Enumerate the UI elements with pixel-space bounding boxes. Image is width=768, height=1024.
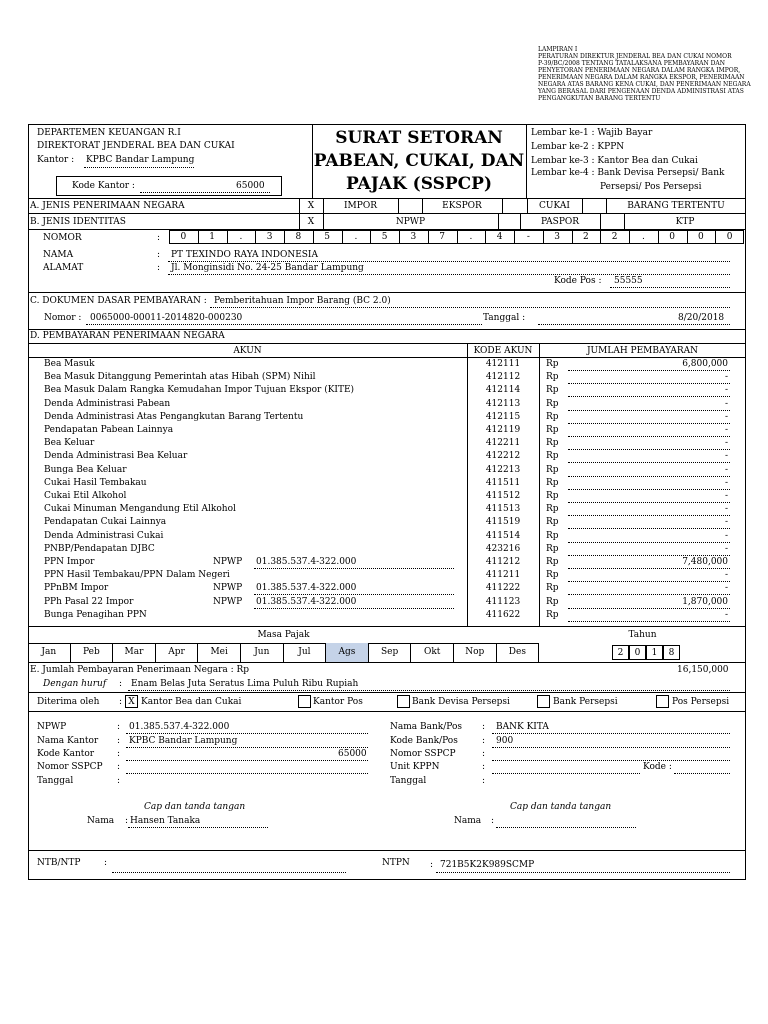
month-jun[interactable]: Jun xyxy=(241,643,284,662)
huruf-value: Enam Belas Juta Seratus Lima Puluh Ribu Rupiah xyxy=(131,679,359,689)
nomor-digit: 3 xyxy=(266,232,273,242)
receiver-kantor-pos: Kantor Pos xyxy=(313,697,363,707)
nomor-digit: 0 xyxy=(180,232,187,242)
section-e-label: E. Jumlah Pembayaran Penerimaan Negara : Rp xyxy=(30,665,250,675)
rp-label: Rp xyxy=(546,425,559,435)
dok-nomor-value: 0065000-00011-2014820-000230 xyxy=(90,313,243,323)
kode-akun: 412115 xyxy=(485,411,521,422)
kode-akun: 411222 xyxy=(485,583,521,594)
rp-label: Rp xyxy=(546,385,559,396)
kode-akun: 411513 xyxy=(485,504,521,515)
jumlah-value: - xyxy=(724,583,728,594)
kode-akun: 411212 xyxy=(485,557,521,567)
nomor-digit: - xyxy=(526,232,530,242)
jumlah-value: - xyxy=(724,464,728,475)
rb-kode-bank-value: 900 xyxy=(496,736,514,746)
kode-akun: 412119 xyxy=(485,425,521,435)
tahun-digit: 0 xyxy=(629,645,646,660)
month-nop[interactable]: Nop xyxy=(454,643,497,662)
akun-name: PPN Hasil Tembakau/PPN Dalam Negeri xyxy=(44,570,230,581)
lb-cap-label: Cap dan tanda tangan xyxy=(144,802,246,812)
tahun-digit: 1 xyxy=(646,645,663,660)
ntb-label: NTB/NTP xyxy=(37,858,81,868)
diterima-label: Diterima oleh xyxy=(37,697,100,707)
jumlah-value: - xyxy=(724,425,728,435)
rp-label: Rp xyxy=(546,438,559,449)
row-npwp-label: NPWP xyxy=(213,596,243,607)
rp-label: Rp xyxy=(546,517,559,528)
jumlah-value: 1,870,000 xyxy=(682,596,728,607)
col-kode-akun: KODE AKUN xyxy=(473,346,533,356)
kodepos-label: Kode Pos : xyxy=(554,276,602,286)
lb-npwp-value: 01.385.537.4-322.000 xyxy=(129,722,230,732)
lembar-4b: Persepsi/ Pos Persepsi xyxy=(600,182,702,192)
receiver-mark: X xyxy=(128,697,135,707)
jumlah-value: - xyxy=(724,411,728,422)
month-sep[interactable]: Sep xyxy=(369,643,412,662)
akun-name: Bea Keluar xyxy=(44,438,95,449)
nomor-digit: 3 xyxy=(554,232,560,242)
jumlah-value: - xyxy=(724,543,728,554)
rp-label: Rp xyxy=(546,411,559,422)
kode-akun: 412113 xyxy=(485,398,521,409)
option-barang-tertentu: BARANG TERTENTU xyxy=(627,201,725,211)
lampiran-line: PENGANGKUTAN BARANG TERTENTU xyxy=(538,95,661,102)
kode-akun: 412111 xyxy=(485,359,521,369)
jumlah-value: - xyxy=(724,504,728,515)
akun-name: Pendapatan Cukai Lainnya xyxy=(44,517,167,528)
month-des[interactable]: Des xyxy=(497,643,540,662)
receiver-bea-cukai: Kantor Bea dan Cukai xyxy=(141,697,242,707)
lb-nama-kantor-label: Nama Kantor xyxy=(37,736,99,746)
option-npwp: NPWP xyxy=(395,217,426,227)
tahun-label: Tahun xyxy=(628,630,657,640)
section-a-label: A. JENIS PENERIMAAN NEGARA xyxy=(30,201,185,211)
jumlah-value: - xyxy=(724,372,728,383)
row-npwp-value: 01.385.537.4-322.000 xyxy=(256,596,357,607)
rb-cap-label: Cap dan tanda tangan xyxy=(510,802,612,812)
jumlah-value: - xyxy=(724,517,728,528)
total-value: 16,150,000 xyxy=(677,665,729,675)
lampiran-line: YANG BERASAL DARI PENGENAAN DENDA ADMINISTRASI ATAS xyxy=(538,88,744,95)
huruf-label: Dengan huruf xyxy=(43,679,107,689)
nomor-digit: 2 xyxy=(611,232,618,242)
month-ags[interactable]: Ags xyxy=(326,643,369,662)
kode-akun: 411512 xyxy=(485,491,521,501)
rp-label: Rp xyxy=(546,359,559,369)
lembar-2: Lembar ke-2 : KPPN xyxy=(531,142,625,152)
rp-label: Rp xyxy=(546,583,559,594)
tahun-digit: 8 xyxy=(663,645,680,660)
month-okt[interactable]: Okt xyxy=(411,643,454,662)
section-c-label: C. DOKUMEN DASAR PEMBAYARAN : xyxy=(30,296,207,306)
lampiran-line: NEGARA ATAS BARANG KENA CUKAI, DAN PENERIMAAN NEGARA xyxy=(538,81,751,88)
akun-name: Cukai Etil Alkohol xyxy=(44,491,127,501)
lb-nama-label: Nama xyxy=(87,816,115,826)
kode-kantor-label: Kode Kantor : xyxy=(72,181,135,191)
month-apr[interactable]: Apr xyxy=(156,643,199,662)
ntpn-value: 721B5K2K989SCMP xyxy=(440,860,535,870)
rb-tanggal-label: Tanggal xyxy=(390,776,427,786)
lb-nomor-sspcp-label: Nomor SSPCP xyxy=(37,762,103,772)
nomor-digit: . xyxy=(469,232,473,242)
nomor-digit: 5 xyxy=(381,232,388,242)
section-d-label: D. PEMBAYARAN PENERIMAAN NEGARA xyxy=(30,331,225,341)
nomor-digit: . xyxy=(354,232,358,242)
receiver-box-bank-persepsi[interactable] xyxy=(537,695,550,708)
nama-label: NAMA xyxy=(43,250,74,260)
rp-label: Rp xyxy=(546,530,559,541)
nomor-digit: 3 xyxy=(410,232,417,242)
lampiran-line: PERATURAN DIREKTUR JENDERAL BEA DAN CUKAI NOMOR xyxy=(538,53,732,60)
kode-akun: 412211 xyxy=(485,438,521,449)
month-mar[interactable]: Mar xyxy=(113,643,156,662)
akun-name: Pendapatan Pabean Lainnya xyxy=(44,425,174,435)
npwp-check[interactable]: X xyxy=(307,217,315,227)
nomor-digit: . xyxy=(641,232,645,242)
row-npwp-value: 01.385.537.4-322.000 xyxy=(256,583,357,594)
nomor-digit: . xyxy=(239,232,243,242)
col-akun: AKUN xyxy=(233,346,262,356)
dok-tanggal-label: Tanggal : xyxy=(483,313,526,323)
masa-pajak-label: Masa Pajak xyxy=(257,630,310,640)
lembar-1: Lembar ke-1 : Wajib Bayar xyxy=(531,128,653,138)
kode-akun: 411622 xyxy=(485,609,521,620)
nomor-label: NOMOR xyxy=(43,233,82,243)
dok-nomor-label: Nomor : xyxy=(44,313,82,323)
dept-name: DEPARTEMEN KEUANGAN R.I xyxy=(37,128,181,138)
kode-akun: 412112 xyxy=(485,372,521,383)
impor-check[interactable]: X xyxy=(307,201,315,211)
nomor-digit: 1 xyxy=(209,232,215,242)
rb-kode-bank-label: Kode Bank/Pos xyxy=(390,736,458,746)
nomor-digit: 8 xyxy=(295,232,302,242)
lembar-3: Lembar ke-3 : Kantor Bea dan Cukai xyxy=(531,156,698,166)
dok-tanggal-value: 8/20/2018 xyxy=(678,313,725,323)
alamat-value: Jl. Monginsidi No. 24-25 Bandar Lampung xyxy=(171,263,364,273)
section-b-label: B. JENIS IDENTITAS xyxy=(30,217,126,227)
rp-label: Rp xyxy=(546,491,559,501)
lembar-4: Lembar ke-4 : Bank Devisa Persepsi/ Bank xyxy=(531,168,725,178)
nomor-digit: 0 xyxy=(669,232,675,242)
rp-label: Rp xyxy=(546,477,559,488)
jumlah-value: - xyxy=(724,385,728,396)
jumlah-value: - xyxy=(724,477,728,488)
rp-label: Rp xyxy=(546,451,559,462)
nama-value: PT TEXINDO RAYA INDONESIA xyxy=(171,250,318,260)
receiver-box-bank-devisa[interactable] xyxy=(397,695,410,708)
nomor-digit: 7 xyxy=(439,232,445,242)
rp-label: Rp xyxy=(546,504,559,515)
kode-akun: 411511 xyxy=(485,477,521,488)
lampiran-line: LAMPIRAN I xyxy=(538,46,578,53)
lampiran-line: P-39/BC/2008 TENTANG TATALAKSANA PEMBAYARAN DAN xyxy=(538,60,725,67)
kodepos-value: 55555 xyxy=(614,276,643,286)
form-title: SURAT SETORAN PABEAN, CUKAI, DAN PAJAK (SSPCP) xyxy=(313,128,525,194)
col-jumlah: JUMLAH PEMBAYARAN xyxy=(586,346,699,356)
option-paspor: PASPOR xyxy=(540,217,580,227)
nomor-digit: 0 xyxy=(698,232,704,242)
month-jul[interactable]: Jul xyxy=(284,643,327,662)
akun-name: Cukai Minuman Mengandung Etil Alkohol xyxy=(44,504,236,515)
akun-name: Bea Masuk xyxy=(44,359,95,369)
akun-name: Denda Administrasi Pabean xyxy=(44,398,171,409)
lampiran-line: PENERIMAAN NEGARA DALAM RANGKA EKSPOR, PENERIMAAN xyxy=(538,74,745,81)
akun-name: Denda Administrasi Bea Keluar xyxy=(44,451,188,462)
month-peb[interactable]: Peb xyxy=(71,643,114,662)
tahun-digit: 2 xyxy=(612,645,629,660)
lb-kode-kantor-value: 65000 xyxy=(338,749,367,759)
lb-npwp-label: NPWP xyxy=(37,722,67,732)
kode-akun: 412114 xyxy=(485,385,521,396)
rp-label: Rp xyxy=(546,398,559,409)
jumlah-value: - xyxy=(724,609,728,620)
akun-name: PPh Pasal 22 Impor xyxy=(44,596,134,607)
row-npwp-label: NPWP xyxy=(213,583,243,594)
kantor-value: KPBC Bandar Lampung xyxy=(86,155,195,165)
rp-label: Rp xyxy=(546,570,559,581)
rp-label: Rp xyxy=(546,543,559,554)
akun-name: Cukai Hasil Tembakau xyxy=(44,477,147,488)
akun-name: Bea Masuk Dalam Rangka Kemudahan Impor Tujuan Ekspor (KITE) xyxy=(44,385,355,396)
jumlah-value: 6,800,000 xyxy=(682,359,728,369)
kode-akun: 412213 xyxy=(485,464,521,475)
kantor-label: Kantor : xyxy=(37,155,75,165)
jumlah-value: - xyxy=(724,451,728,462)
akun-name: Bea Masuk Ditanggung Pemerintah atas Hibah (SPM) Nihil xyxy=(44,372,316,383)
receiver-bank-persepsi: Bank Persepsi xyxy=(553,697,618,707)
rb-nomor-sspcp-label: Nomor SSPCP xyxy=(390,749,456,759)
rp-label: Rp xyxy=(546,596,559,607)
rb-unit-kppn-label: Unit KPPN xyxy=(390,762,440,772)
receiver-box-pos-persepsi[interactable] xyxy=(656,695,669,708)
row-npwp-label: NPWP xyxy=(213,557,243,567)
kode-akun: 423216 xyxy=(485,543,521,554)
ntpn-label: NTPN xyxy=(382,858,410,868)
alamat-label: ALAMAT xyxy=(43,263,84,273)
nomor-digit: 5 xyxy=(324,232,330,242)
jumlah-value: 7,480,000 xyxy=(682,557,728,567)
lb-tanggal-label: Tanggal xyxy=(37,776,74,786)
lb-kode-kantor-label: Kode Kantor xyxy=(37,749,95,759)
akun-name: Denda Administrasi Cukai xyxy=(44,530,164,541)
dirjen-name: DIREKTORAT JENDERAL BEA DAN CUKAI xyxy=(37,141,235,151)
rp-label: Rp xyxy=(546,557,559,567)
rb-nama-label: Nama xyxy=(454,816,482,826)
option-cukai: CUKAI xyxy=(539,201,570,211)
akun-name: PNBP/Pendapatan DJBC xyxy=(44,543,155,554)
kode-akun: 411514 xyxy=(485,530,521,541)
receiver-pos-persepsi: Pos Persepsi xyxy=(672,697,730,707)
akun-name: Denda Administrasi Atas Pengangkutan Barang Tertentu xyxy=(44,411,304,422)
option-impor: IMPOR xyxy=(344,201,377,211)
rb-nama-bank-value: BANK KITA xyxy=(496,722,549,732)
akun-name: PPN Impor xyxy=(44,557,95,567)
jumlah-value: - xyxy=(724,491,728,501)
month-mei[interactable]: Mei xyxy=(198,643,241,662)
kode-kantor-value: 65000 xyxy=(236,181,265,191)
akun-name: PPnBM Impor xyxy=(44,583,109,594)
row-npwp-value: 01.385.537.4-322.000 xyxy=(256,557,357,567)
receiver-bank-devisa: Bank Devisa Persepsi xyxy=(412,697,510,707)
akun-name: Bunga Penagihan PPN xyxy=(44,609,147,620)
option-ekspor: EKSPOR xyxy=(442,201,482,211)
kode-akun: 411123 xyxy=(485,596,521,607)
nomor-digit: 0 xyxy=(726,232,733,242)
jumlah-value: - xyxy=(724,438,728,449)
receiver-box-kantor-pos[interactable] xyxy=(298,695,311,708)
rp-label: Rp xyxy=(546,372,559,383)
rb-nama-bank-label: Nama Bank/Pos xyxy=(390,722,462,732)
akun-name: Bunga Bea Keluar xyxy=(44,464,127,475)
kode-akun: 411519 xyxy=(485,517,521,528)
rp-label: Rp xyxy=(546,609,559,620)
lampiran-line: PENYETORAN PENERIMAAN NEGARA DALAM RANGKA IMPOR, xyxy=(538,67,741,74)
rb-kode-label: Kode : xyxy=(643,762,672,772)
lb-nama-value: Hansen Tanaka xyxy=(130,816,201,826)
kode-akun: 411211 xyxy=(485,570,521,581)
lb-nama-kantor-value: KPBC Bandar Lampung xyxy=(129,736,238,746)
jumlah-value: - xyxy=(724,398,728,409)
nomor-digit: 2 xyxy=(583,232,589,242)
option-ktp: KTP xyxy=(675,217,695,227)
jumlah-value: - xyxy=(724,570,728,581)
month-jan[interactable]: Jan xyxy=(28,643,71,662)
jumlah-value: - xyxy=(724,530,728,541)
rp-label: Rp xyxy=(546,464,559,475)
kode-akun: 412212 xyxy=(485,451,521,462)
dokumen-value: Pemberitahuan Impor Barang (BC 2.0) xyxy=(214,296,391,306)
nomor-digit: 4 xyxy=(496,232,503,242)
